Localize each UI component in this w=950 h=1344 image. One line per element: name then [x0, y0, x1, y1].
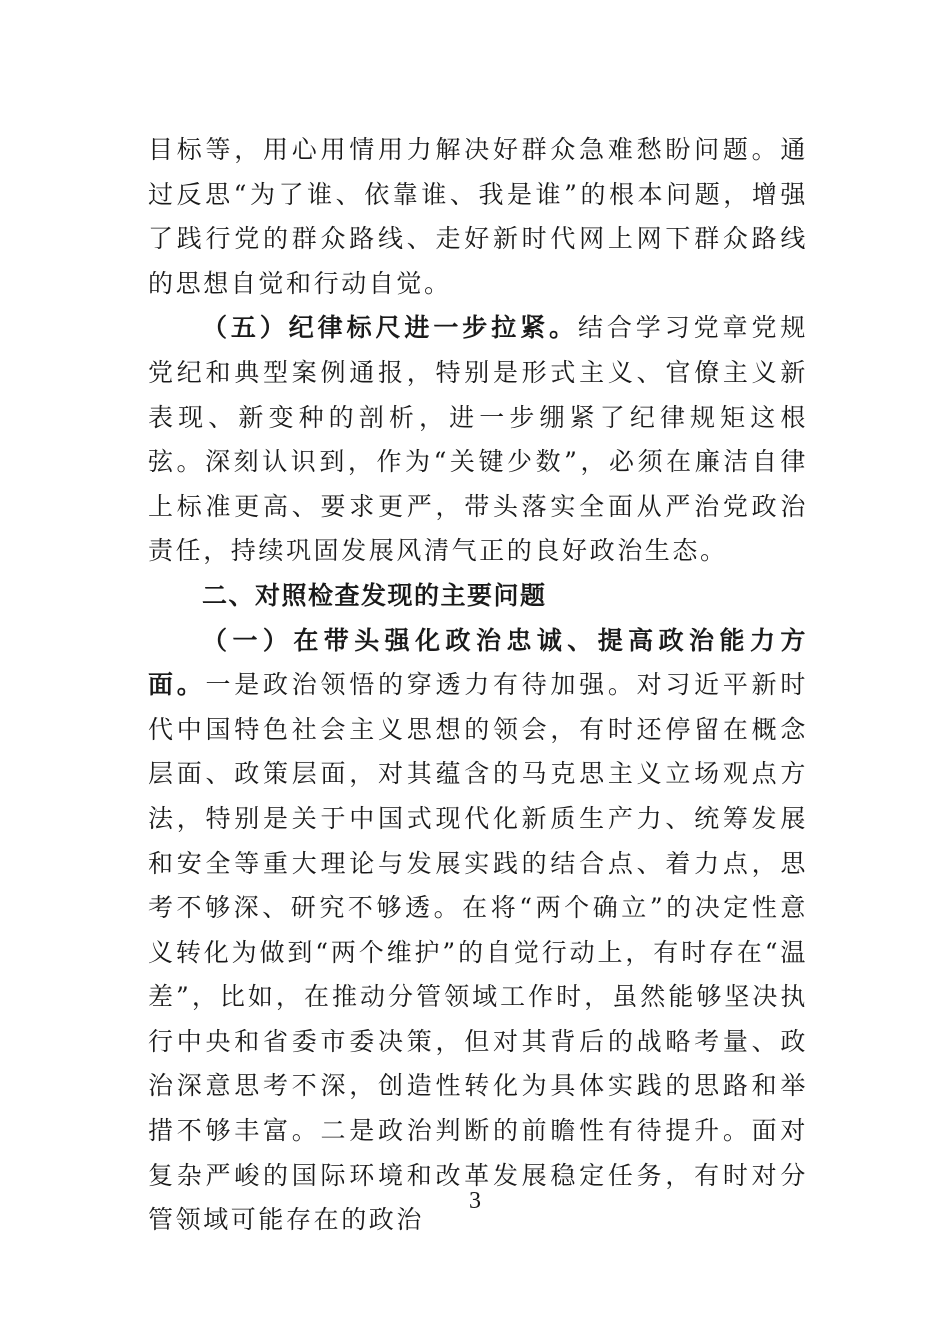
paragraph-political-loyalty-body: 一是政治领悟的穿透力有待加强。对习近平新时代中国特色社会主义思想的领会，有时还停留在概念层面、政策层面，对其蕴含的马克思主义立场观点方法，特别是关于中国式现代化新质生产力、统筹发展和安全等重大理论与发展实践的结合点、着力点，思考不够深、研究不够透。在将“两个确立”的决定性意义转化为做到“两个维护”的自觉行动上，有时存在“温差”，比如，在推动分管领域工作时，虽然能够坚决执行中央和省委市委决策，但对其背后的战略考量、政治深意思考不深，创造性转化为具体实践的思路和举措不够丰富。二是政治判断的前瞻性有待提升。面对复杂严峻的国际环境和改革发展稳定任务，有时对分管领域可能存在的政治 — [148, 670, 808, 1235]
paragraph-discipline-body: 结合学习党章党规党纪和典型案例通报，特别是形式主义、官僚主义新表现、新变种的剖析，进一步绷紧了纪律规矩这根弦。深刻认识到，作为“关键少数”，必须在廉洁自律上标准更高、要求更严，带头落实全面从严治党政治责任，持续巩固发展风清气正的良好政治生态。 — [148, 313, 808, 566]
document-body — [148, 128, 808, 1243]
paragraph-continuation: 目标等，用心用情用力解决好群众急难愁盼问题。通过反思“为了谁、依靠谁、我是谁”的根本问题，增强了践行党的群众路线、走好新时代网上网下群众路线的思想自觉和行动自觉。 — [148, 135, 808, 298]
paragraph-discipline — [148, 306, 808, 574]
section-heading: 二、对照检查发现的主要问题 — [202, 580, 547, 610]
paragraph-political-loyalty — [148, 619, 808, 1243]
page-number: 3 — [469, 1188, 481, 1214]
subsection-heading-discipline: （五）纪律标尺进一步拉紧。 — [202, 313, 578, 343]
subsection-heading-political-loyalty: （一）在带头强化政治忠诚、提高政治能力方面。 — [148, 625, 808, 700]
